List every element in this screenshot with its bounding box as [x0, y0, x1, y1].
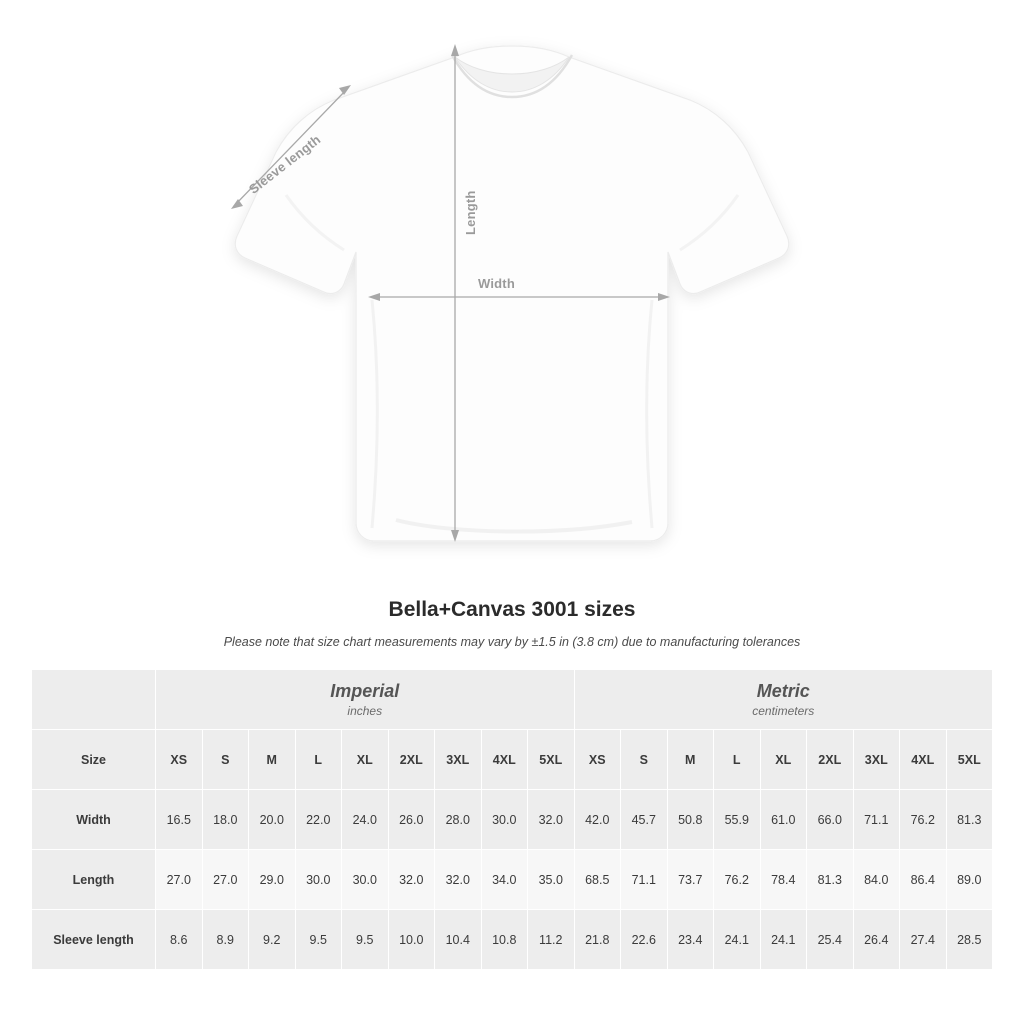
cell-sleeve-imperial-xs: 8.6 — [156, 910, 203, 970]
cell-length-metric-4xl: 86.4 — [900, 850, 947, 910]
col-header: 3XL — [435, 730, 482, 790]
cell-width-metric-xs: 42.0 — [574, 790, 621, 850]
size-chart-table-wrap — [31, 669, 993, 970]
cell-length-metric-l: 76.2 — [714, 850, 761, 910]
cell-sleeve-imperial-s: 8.9 — [202, 910, 249, 970]
col-header: M — [249, 730, 296, 790]
cell-length-imperial-xs: 27.0 — [156, 850, 203, 910]
table-row — [32, 910, 993, 970]
col-header: L — [714, 730, 761, 790]
cell-width-metric-4xl: 76.2 — [900, 790, 947, 850]
cell-width-imperial-5xl: 32.0 — [528, 790, 575, 850]
cell-sleeve-metric-5xl: 28.5 — [946, 910, 993, 970]
cell-length-metric-xs: 68.5 — [574, 850, 621, 910]
size-header-row — [32, 730, 993, 790]
cell-width-metric-5xl: 81.3 — [946, 790, 993, 850]
cell-width-imperial-xs: 16.5 — [156, 790, 203, 850]
cell-width-metric-s: 45.7 — [621, 790, 668, 850]
imperial-group-header — [156, 670, 575, 730]
metric-system-label: Metric — [756, 680, 810, 701]
unit-group-row — [32, 670, 993, 730]
col-header: S — [621, 730, 668, 790]
cell-sleeve-imperial-2xl: 10.0 — [388, 910, 435, 970]
cell-sleeve-imperial-m: 9.2 — [249, 910, 296, 970]
table-row — [32, 790, 993, 850]
cell-sleeve-metric-l: 24.1 — [714, 910, 761, 970]
cell-width-imperial-xl: 24.0 — [342, 790, 389, 850]
chart-title-block — [0, 598, 1024, 649]
col-header: XL — [760, 730, 807, 790]
col-header: S — [202, 730, 249, 790]
cell-sleeve-imperial-5xl: 11.2 — [528, 910, 575, 970]
cell-width-imperial-3xl: 28.0 — [435, 790, 482, 850]
cell-length-metric-3xl: 84.0 — [853, 850, 900, 910]
col-header: XL — [342, 730, 389, 790]
row-label-width: Width — [32, 790, 156, 850]
cell-width-imperial-l: 22.0 — [295, 790, 342, 850]
cell-length-imperial-l: 30.0 — [295, 850, 342, 910]
cell-length-metric-2xl: 81.3 — [807, 850, 854, 910]
tolerance-note: Please note that size chart measurements may vary by ±1.5 in (3.8 cm) due to manufacturing tolerances — [223, 635, 801, 649]
col-header: XS — [156, 730, 203, 790]
sleeve-length-label: Sleeve length — [246, 131, 324, 197]
imperial-unit-label: inches — [347, 704, 383, 719]
row-label-length: Length — [32, 850, 156, 910]
cell-length-imperial-m: 29.0 — [249, 850, 296, 910]
col-header: XS — [574, 730, 621, 790]
col-header: 3XL — [853, 730, 900, 790]
col-header: 2XL — [807, 730, 854, 790]
cell-length-metric-xl: 78.4 — [760, 850, 807, 910]
cell-width-imperial-m: 20.0 — [249, 790, 296, 850]
size-header-cell: Size — [32, 730, 156, 790]
table-corner-cell — [32, 670, 156, 730]
cell-length-imperial-s: 27.0 — [202, 850, 249, 910]
cell-width-metric-xl: 61.0 — [760, 790, 807, 850]
cell-sleeve-imperial-l: 9.5 — [295, 910, 342, 970]
cell-sleeve-imperial-4xl: 10.8 — [481, 910, 528, 970]
size-chart-table — [31, 669, 993, 970]
col-header: 4XL — [900, 730, 947, 790]
cell-sleeve-metric-3xl: 26.4 — [853, 910, 900, 970]
imperial-system-label: Imperial — [330, 680, 400, 701]
col-header: 2XL — [388, 730, 435, 790]
cell-width-metric-2xl: 66.0 — [807, 790, 854, 850]
cell-length-metric-m: 73.7 — [667, 850, 714, 910]
metric-unit-label: centimeters — [752, 704, 815, 719]
row-label-sleeve-length: Sleeve length — [32, 910, 156, 970]
width-label: Width — [478, 276, 515, 291]
cell-sleeve-metric-xs: 21.8 — [574, 910, 621, 970]
cell-length-imperial-3xl: 32.0 — [435, 850, 482, 910]
col-header: 4XL — [481, 730, 528, 790]
cell-width-imperial-s: 18.0 — [202, 790, 249, 850]
cell-length-imperial-5xl: 35.0 — [528, 850, 575, 910]
col-header: M — [667, 730, 714, 790]
cell-width-metric-3xl: 71.1 — [853, 790, 900, 850]
col-header: L — [295, 730, 342, 790]
cell-width-metric-m: 50.8 — [667, 790, 714, 850]
metric-group-header — [574, 670, 993, 730]
cell-length-metric-5xl: 89.0 — [946, 850, 993, 910]
cell-length-imperial-4xl: 34.0 — [481, 850, 528, 910]
cell-sleeve-metric-m: 23.4 — [667, 910, 714, 970]
cell-width-imperial-2xl: 26.0 — [388, 790, 435, 850]
table-row — [32, 850, 993, 910]
cell-length-imperial-xl: 30.0 — [342, 850, 389, 910]
cell-length-metric-s: 71.1 — [621, 850, 668, 910]
cell-sleeve-metric-xl: 24.1 — [760, 910, 807, 970]
cell-sleeve-metric-4xl: 27.4 — [900, 910, 947, 970]
col-header: 5XL — [946, 730, 993, 790]
cell-sleeve-metric-2xl: 25.4 — [807, 910, 854, 970]
cell-width-imperial-4xl: 30.0 — [481, 790, 528, 850]
cell-sleeve-metric-s: 22.6 — [621, 910, 668, 970]
col-header: 5XL — [528, 730, 575, 790]
page-title: Bella+Canvas 3001 sizes — [388, 598, 636, 621]
length-label: Length — [463, 190, 478, 235]
cell-sleeve-imperial-3xl: 10.4 — [435, 910, 482, 970]
cell-width-metric-l: 55.9 — [714, 790, 761, 850]
cell-length-imperial-2xl: 32.0 — [388, 850, 435, 910]
cell-sleeve-imperial-xl: 9.5 — [342, 910, 389, 970]
